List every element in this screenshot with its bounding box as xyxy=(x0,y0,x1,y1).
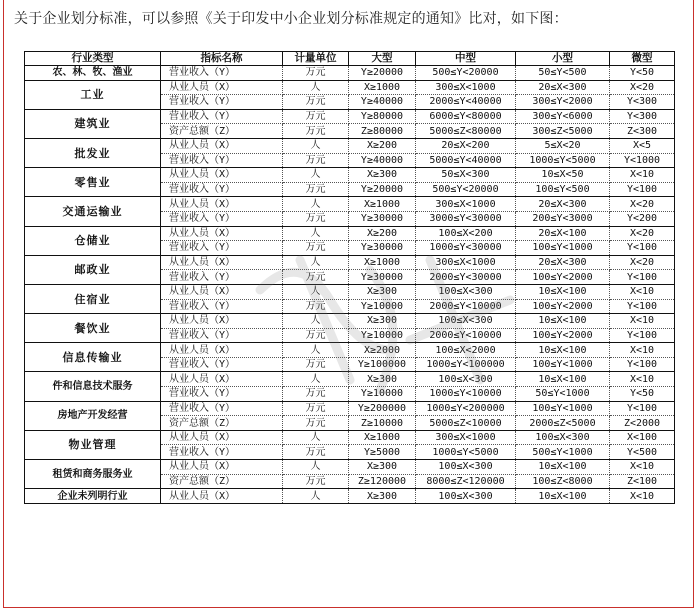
large-cell: Y≥20000 xyxy=(349,66,416,81)
indicator-cell: 从业人员（X） xyxy=(161,430,283,445)
table-row xyxy=(25,430,675,445)
unit-cell: 万元 xyxy=(283,474,349,489)
unit-cell: 万元 xyxy=(283,182,349,197)
large-cell: Y≥30000 xyxy=(349,270,416,285)
large-cell: X≥300 xyxy=(349,372,416,387)
small-cell: 100≤Y<1000 xyxy=(516,241,610,256)
indicator-cell: 从业人员（X） xyxy=(161,372,283,387)
unit-cell: 人 xyxy=(283,489,349,504)
micro-cell: Y<50 xyxy=(610,387,675,402)
medium-cell: 1000≤Y<5000 xyxy=(416,445,516,460)
medium-cell: 20≤X<200 xyxy=(416,138,516,153)
large-cell: X≥1000 xyxy=(349,255,416,270)
small-cell: 10≤X<50 xyxy=(516,168,610,183)
large-cell: Y≥10000 xyxy=(349,299,416,314)
table-row xyxy=(25,66,675,81)
medium-cell: 5000≤Z<10000 xyxy=(416,416,516,431)
indicator-cell: 营业收入（Y） xyxy=(161,66,283,81)
industry-cell: 房地产开发经营 xyxy=(25,401,161,430)
indicator-cell: 营业收入（Y） xyxy=(161,357,283,372)
indicator-cell: 从业人员（X） xyxy=(161,489,283,504)
unit-cell: 人 xyxy=(283,255,349,270)
header-indicator: 指标名称 xyxy=(161,52,283,66)
small-cell: 20≤X<300 xyxy=(516,255,610,270)
medium-cell: 300≤X<1000 xyxy=(416,430,516,445)
small-cell: 10≤X<100 xyxy=(516,343,610,358)
medium-cell: 300≤X<1000 xyxy=(416,255,516,270)
unit-cell: 万元 xyxy=(283,357,349,372)
indicator-cell: 营业收入（Y） xyxy=(161,270,283,285)
medium-cell: 100≤X<200 xyxy=(416,226,516,241)
large-cell: Y≥80000 xyxy=(349,109,416,124)
table-row xyxy=(25,284,675,299)
indicator-cell: 营业收入（Y） xyxy=(161,241,283,256)
unit-cell: 人 xyxy=(283,197,349,212)
small-cell: 10≤X<100 xyxy=(516,460,610,475)
medium-cell: 100≤X<300 xyxy=(416,489,516,504)
industry-cell: 租赁和商务服务业 xyxy=(25,460,161,489)
table-row xyxy=(25,401,675,416)
large-cell: X≥200 xyxy=(349,226,416,241)
micro-cell: X<20 xyxy=(610,80,675,95)
indicator-cell: 从业人员（X） xyxy=(161,284,283,299)
medium-cell: 2000≤Y<40000 xyxy=(416,95,516,110)
small-cell: 500≤Y<1000 xyxy=(516,445,610,460)
indicator-cell: 营业收入（Y） xyxy=(161,211,283,226)
header-unit: 计量单位 xyxy=(283,52,349,66)
small-cell: 100≤Y<2000 xyxy=(516,299,610,314)
industry-cell: 仓储业 xyxy=(25,226,161,255)
small-cell: 300≤Z<5000 xyxy=(516,124,610,139)
large-cell: X≥300 xyxy=(349,284,416,299)
micro-cell: Y<1000 xyxy=(610,153,675,168)
table-row xyxy=(25,197,675,212)
medium-cell: 500≤Y<20000 xyxy=(416,66,516,81)
small-cell: 100≤Y<1000 xyxy=(516,357,610,372)
header-medium: 中型 xyxy=(416,52,516,66)
large-cell: X≥300 xyxy=(349,460,416,475)
medium-cell: 100≤X<300 xyxy=(416,372,516,387)
table-row xyxy=(25,314,675,329)
large-cell: Z≥10000 xyxy=(349,416,416,431)
table-row xyxy=(25,226,675,241)
large-cell: X≥300 xyxy=(349,168,416,183)
small-cell: 50≤Y<1000 xyxy=(516,387,610,402)
unit-cell: 万元 xyxy=(283,211,349,226)
indicator-cell: 资产总额（Z） xyxy=(161,124,283,139)
medium-cell: 300≤X<1000 xyxy=(416,197,516,212)
indicator-cell: 从业人员（X） xyxy=(161,197,283,212)
table-body xyxy=(25,66,675,504)
micro-cell: Y<100 xyxy=(610,357,675,372)
micro-cell: Z<2000 xyxy=(610,416,675,431)
large-cell: Y≥10000 xyxy=(349,387,416,402)
industry-cell: 零售业 xyxy=(25,168,161,197)
micro-cell: X<5 xyxy=(610,138,675,153)
industry-cell: 件和信息技术服务 xyxy=(25,372,161,401)
header-large: 大型 xyxy=(349,52,416,66)
small-cell: 20≤X<300 xyxy=(516,197,610,212)
indicator-cell: 从业人员（X） xyxy=(161,343,283,358)
medium-cell: 2000≤Y<30000 xyxy=(416,270,516,285)
unit-cell: 人 xyxy=(283,284,349,299)
unit-cell: 人 xyxy=(283,80,349,95)
micro-cell: Y<100 xyxy=(610,401,675,416)
medium-cell: 8000≤Z<120000 xyxy=(416,474,516,489)
small-cell: 20≤X<100 xyxy=(516,226,610,241)
indicator-cell: 营业收入（Y） xyxy=(161,445,283,460)
medium-cell: 1000≤Y<200000 xyxy=(416,401,516,416)
micro-cell: Z<100 xyxy=(610,474,675,489)
unit-cell: 万元 xyxy=(283,299,349,314)
micro-cell: X<10 xyxy=(610,489,675,504)
unit-cell: 万元 xyxy=(283,416,349,431)
table-row xyxy=(25,168,675,183)
micro-cell: X<10 xyxy=(610,284,675,299)
small-cell: 2000≤Z<5000 xyxy=(516,416,610,431)
medium-cell: 100≤X<300 xyxy=(416,314,516,329)
unit-cell: 万元 xyxy=(283,270,349,285)
medium-cell: 100≤X<300 xyxy=(416,284,516,299)
small-cell: 100≤Y<1000 xyxy=(516,401,610,416)
table-row xyxy=(25,489,675,504)
table-row xyxy=(25,138,675,153)
unit-cell: 人 xyxy=(283,314,349,329)
micro-cell: Y<100 xyxy=(610,270,675,285)
unit-cell: 万元 xyxy=(283,66,349,81)
micro-cell: X<20 xyxy=(610,226,675,241)
micro-cell: X<10 xyxy=(610,372,675,387)
unit-cell: 人 xyxy=(283,372,349,387)
indicator-cell: 从业人员（X） xyxy=(161,226,283,241)
unit-cell: 人 xyxy=(283,226,349,241)
small-cell: 10≤X<100 xyxy=(516,284,610,299)
micro-cell: X<100 xyxy=(610,430,675,445)
unit-cell: 万元 xyxy=(283,124,349,139)
micro-cell: Z<300 xyxy=(610,124,675,139)
medium-cell: 100≤X<2000 xyxy=(416,343,516,358)
indicator-cell: 营业收入（Y） xyxy=(161,153,283,168)
micro-cell: Y<100 xyxy=(610,328,675,343)
unit-cell: 人 xyxy=(283,430,349,445)
large-cell: Y≥20000 xyxy=(349,182,416,197)
indicator-cell: 从业人员（X） xyxy=(161,168,283,183)
table-row xyxy=(25,460,675,475)
table-row xyxy=(25,109,675,124)
small-cell: 100≤X<300 xyxy=(516,430,610,445)
small-cell: 200≤Y<3000 xyxy=(516,211,610,226)
unit-cell: 万元 xyxy=(283,109,349,124)
large-cell: Y≥30000 xyxy=(349,241,416,256)
indicator-cell: 从业人员（X） xyxy=(161,80,283,95)
large-cell: X≥300 xyxy=(349,314,416,329)
indicator-cell: 营业收入（Y） xyxy=(161,95,283,110)
medium-cell: 1000≤Y<30000 xyxy=(416,241,516,256)
unit-cell: 人 xyxy=(283,460,349,475)
large-cell: X≥300 xyxy=(349,489,416,504)
medium-cell: 2000≤Y<10000 xyxy=(416,328,516,343)
micro-cell: Y<500 xyxy=(610,445,675,460)
unit-cell: 万元 xyxy=(283,401,349,416)
micro-cell: X<10 xyxy=(610,314,675,329)
medium-cell: 3000≤Y<30000 xyxy=(416,211,516,226)
indicator-cell: 营业收入（Y） xyxy=(161,401,283,416)
unit-cell: 万元 xyxy=(283,95,349,110)
industry-cell: 餐饮业 xyxy=(25,314,161,343)
large-cell: Y≥5000 xyxy=(349,445,416,460)
micro-cell: X<10 xyxy=(610,343,675,358)
large-cell: X≥1000 xyxy=(349,430,416,445)
industry-cell: 农、林、牧、渔业 xyxy=(25,66,161,81)
small-cell: 10≤X<100 xyxy=(516,489,610,504)
industry-cell: 批发业 xyxy=(25,138,161,167)
unit-cell: 万元 xyxy=(283,328,349,343)
large-cell: X≥2000 xyxy=(349,343,416,358)
small-cell: 100≤Y<2000 xyxy=(516,270,610,285)
indicator-cell: 营业收入（Y） xyxy=(161,299,283,314)
small-cell: 100≤Z<8000 xyxy=(516,474,610,489)
large-cell: X≥1000 xyxy=(349,197,416,212)
medium-cell: 50≤X<300 xyxy=(416,168,516,183)
indicator-cell: 营业收入（Y） xyxy=(161,328,283,343)
large-cell: Z≥120000 xyxy=(349,474,416,489)
large-cell: Y≥10000 xyxy=(349,328,416,343)
small-cell: 20≤X<300 xyxy=(516,80,610,95)
unit-cell: 万元 xyxy=(283,387,349,402)
indicator-cell: 从业人员（X） xyxy=(161,138,283,153)
indicator-cell: 资产总额（Z） xyxy=(161,474,283,489)
medium-cell: 5000≤Y<40000 xyxy=(416,153,516,168)
table-row xyxy=(25,80,675,95)
unit-cell: 万元 xyxy=(283,153,349,168)
industry-cell: 交通运输业 xyxy=(25,197,161,226)
enterprise-size-table xyxy=(24,51,675,504)
indicator-cell: 营业收入（Y） xyxy=(161,109,283,124)
indicator-cell: 从业人员（X） xyxy=(161,460,283,475)
indicator-cell: 营业收入（Y） xyxy=(161,387,283,402)
unit-cell: 人 xyxy=(283,168,349,183)
small-cell: 100≤Y<2000 xyxy=(516,328,610,343)
large-cell: Y≥200000 xyxy=(349,401,416,416)
table-header-row xyxy=(25,52,675,66)
micro-cell: X<20 xyxy=(610,255,675,270)
micro-cell: X<20 xyxy=(610,197,675,212)
medium-cell: 500≤Y<20000 xyxy=(416,182,516,197)
micro-cell: Y<50 xyxy=(610,66,675,81)
unit-cell: 万元 xyxy=(283,241,349,256)
large-cell: Y≥30000 xyxy=(349,211,416,226)
medium-cell: 1000≤Y<100000 xyxy=(416,357,516,372)
unit-cell: 人 xyxy=(283,343,349,358)
industry-cell: 建筑业 xyxy=(25,109,161,138)
table-row xyxy=(25,343,675,358)
small-cell: 10≤X<100 xyxy=(516,372,610,387)
large-cell: X≥1000 xyxy=(349,80,416,95)
medium-cell: 2000≤Y<10000 xyxy=(416,299,516,314)
small-cell: 50≤Y<500 xyxy=(516,66,610,81)
large-cell: Y≥40000 xyxy=(349,153,416,168)
indicator-cell: 营业收入（Y） xyxy=(161,182,283,197)
header-small: 小型 xyxy=(516,52,610,66)
micro-cell: Y<300 xyxy=(610,95,675,110)
micro-cell: X<10 xyxy=(610,168,675,183)
medium-cell: 300≤X<1000 xyxy=(416,80,516,95)
micro-cell: Y<100 xyxy=(610,182,675,197)
medium-cell: 5000≤Z<80000 xyxy=(416,124,516,139)
medium-cell: 100≤X<300 xyxy=(416,460,516,475)
small-cell: 10≤X<100 xyxy=(516,314,610,329)
unit-cell: 万元 xyxy=(283,445,349,460)
indicator-cell: 从业人员（X） xyxy=(161,255,283,270)
table-row xyxy=(25,372,675,387)
header-micro: 微型 xyxy=(610,52,675,66)
small-cell: 300≤Y<2000 xyxy=(516,95,610,110)
large-cell: Z≥80000 xyxy=(349,124,416,139)
medium-cell: 1000≤Y<10000 xyxy=(416,387,516,402)
header-industry: 行业类型 xyxy=(25,52,161,66)
small-cell: 5≤X<20 xyxy=(516,138,610,153)
industry-cell: 物业管理 xyxy=(25,430,161,459)
micro-cell: Y<200 xyxy=(610,211,675,226)
unit-cell: 人 xyxy=(283,138,349,153)
industry-cell: 邮政业 xyxy=(25,255,161,284)
intro-text: 关于企业划分标准，可以参照《关于印发中小企业划分标准规定的通知》比对，如下图： xyxy=(14,11,568,27)
large-cell: X≥200 xyxy=(349,138,416,153)
micro-cell: Y<100 xyxy=(610,241,675,256)
industry-cell: 住宿业 xyxy=(25,284,161,313)
industry-cell: 企业未列明行业 xyxy=(25,489,161,504)
small-cell: 100≤Y<500 xyxy=(516,182,610,197)
medium-cell: 6000≤Y<80000 xyxy=(416,109,516,124)
micro-cell: X<10 xyxy=(610,460,675,475)
micro-cell: Y<300 xyxy=(610,109,675,124)
industry-cell: 工业 xyxy=(25,80,161,109)
indicator-cell: 资产总额（Z） xyxy=(161,416,283,431)
table-row xyxy=(25,255,675,270)
small-cell: 300≤Y<6000 xyxy=(516,109,610,124)
micro-cell: Y<100 xyxy=(610,299,675,314)
large-cell: Y≥100000 xyxy=(349,357,416,372)
industry-cell: 信息传输业 xyxy=(25,343,161,372)
indicator-cell: 从业人员（X） xyxy=(161,314,283,329)
large-cell: Y≥40000 xyxy=(349,95,416,110)
small-cell: 1000≤Y<5000 xyxy=(516,153,610,168)
